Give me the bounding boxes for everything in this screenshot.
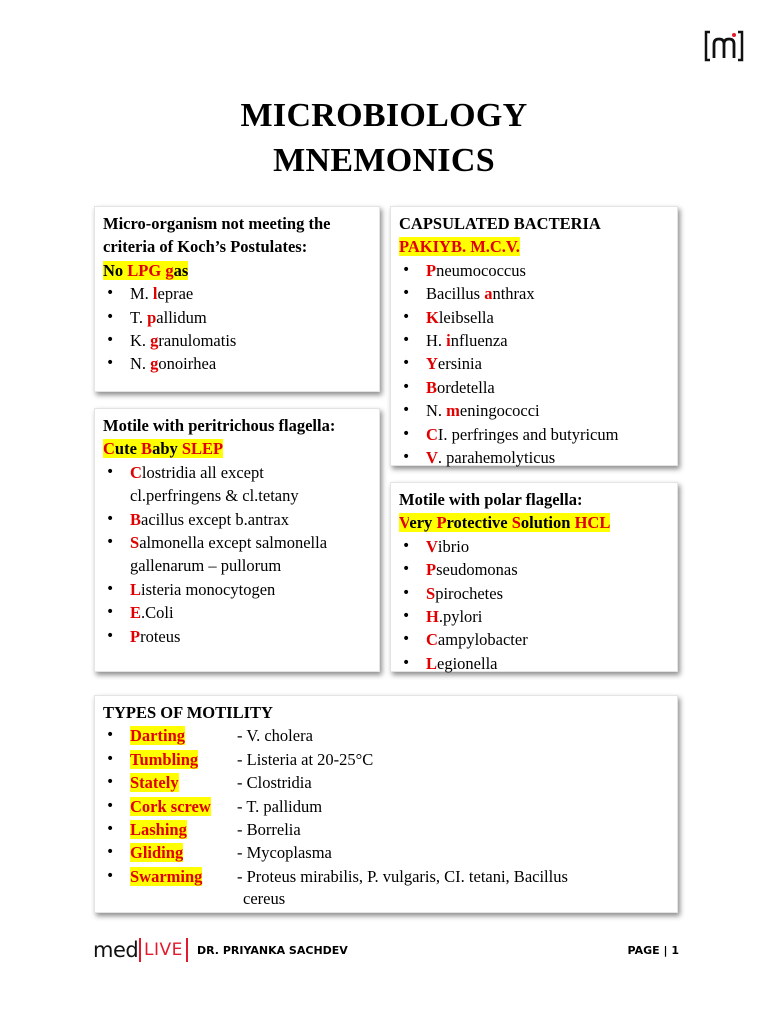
text-fragment: LPG xyxy=(127,260,162,280)
text-fragment: Stately xyxy=(130,773,179,793)
author-name: DR. PRIYANKA SACHDEV xyxy=(197,944,348,957)
peritrichous-flagella-card xyxy=(94,408,380,672)
text-fragment: L xyxy=(426,653,438,673)
medlive-m-logo-icon xyxy=(704,28,744,64)
list-item xyxy=(399,376,669,399)
text-fragment: ibrio xyxy=(437,536,470,556)
peritrichous-list xyxy=(103,461,371,648)
list-item xyxy=(399,282,669,305)
text-fragment: nfluenza xyxy=(450,331,508,351)
capsulated-bacteria-card xyxy=(390,206,678,466)
text-fragment: B xyxy=(426,377,438,397)
text-fragment: .Coli xyxy=(141,603,174,623)
list-item xyxy=(399,446,669,469)
text-fragment: Lashing xyxy=(130,820,187,840)
text-fragment: P xyxy=(426,560,437,580)
text-fragment: E xyxy=(130,603,142,623)
text-fragment: Swarming xyxy=(130,866,203,886)
list-item xyxy=(399,652,669,675)
text-fragment: C xyxy=(103,439,115,459)
text-fragment: V xyxy=(426,448,438,468)
list-item xyxy=(399,329,669,352)
text-fragment: Bacillus xyxy=(426,284,485,304)
text-fragment: i xyxy=(446,331,451,351)
text-fragment: ute xyxy=(114,439,142,459)
text-fragment: onoirhea xyxy=(158,354,217,374)
text-fragment: l xyxy=(152,284,158,304)
text-fragment: No xyxy=(103,260,128,280)
capsulated-list xyxy=(399,259,669,470)
list-item xyxy=(103,795,669,818)
text-fragment: B xyxy=(141,439,153,459)
text-fragment: H xyxy=(426,607,439,627)
motility-description: - Borrelia xyxy=(237,820,301,840)
text-fragment: almonella except salmonella xyxy=(139,533,328,553)
text-fragment: seudomonas xyxy=(436,560,518,580)
text-fragment: a xyxy=(484,284,493,304)
text-fragment: isteria monocytogen xyxy=(141,579,276,599)
list-item xyxy=(103,531,371,578)
card-heading: Micro-organism not meeting the criteria of Koch’s Postulates: xyxy=(103,214,331,257)
list-item xyxy=(399,558,669,581)
koch-postulates-card xyxy=(94,206,380,392)
text-fragment: Cork screw xyxy=(130,796,211,816)
text-fragment: eningococci xyxy=(459,401,540,421)
motility-term xyxy=(130,724,237,747)
list-item xyxy=(399,535,669,558)
page-title: MICROBIOLOGY MNEMONICS xyxy=(240,97,528,179)
text-fragment: Tumbling xyxy=(130,749,199,769)
text-fragment: ranulomatis xyxy=(158,331,237,351)
text-fragment: B xyxy=(130,509,142,529)
text-fragment: pirochetes xyxy=(435,583,503,603)
types-of-motility-card xyxy=(94,695,678,913)
text-fragment: K xyxy=(426,307,439,327)
text-fragment: aby xyxy=(152,439,182,459)
motility-description: - Listeria at 20-25°C xyxy=(237,749,374,769)
motility-description: - Clostridia xyxy=(237,773,312,793)
motility-description: - V. cholera xyxy=(237,726,313,746)
text-fragment: as xyxy=(173,260,189,280)
text-fragment: .pylori xyxy=(438,607,483,627)
list-item xyxy=(103,508,371,531)
text-fragment: neumococcus xyxy=(436,260,526,280)
list-item xyxy=(103,461,371,508)
list-item xyxy=(103,601,371,624)
text-fragment: ampylobacter xyxy=(437,630,528,650)
mnemonic xyxy=(103,259,371,282)
motility-description: - Proteus mirabilis, P. vulgaris, CI. tetani, Bacillus xyxy=(237,866,568,886)
text-fragment: g xyxy=(150,354,159,374)
list-item xyxy=(103,818,669,841)
list-item-continuation: cereus xyxy=(243,889,286,909)
text-fragment: P xyxy=(436,513,447,533)
text-fragment: ordetella xyxy=(437,377,495,397)
list-item xyxy=(103,841,669,864)
list-item xyxy=(103,771,669,794)
card-heading: Motile with polar flagella: xyxy=(399,490,583,509)
text-fragment: cl.perfringens & cl.tetany xyxy=(130,486,299,506)
polar-list xyxy=(399,535,669,675)
text-fragment: C xyxy=(426,630,438,650)
polar-flagella-card xyxy=(390,482,678,672)
text-fragment: rotective xyxy=(446,513,512,533)
list-item xyxy=(103,724,669,747)
card-heading: Motile with peritrichous flagella: xyxy=(103,416,336,435)
text-fragment: g xyxy=(150,331,159,351)
motility-description: - Mycoplasma xyxy=(237,843,332,863)
list-item xyxy=(103,329,371,352)
text-fragment: . parahemolyticus xyxy=(437,448,556,468)
text-fragment: K. xyxy=(130,331,151,351)
text-fragment: LIVE xyxy=(139,938,188,962)
text-fragment: m xyxy=(446,401,460,421)
text-fragment: p xyxy=(147,307,157,327)
motility-term xyxy=(130,865,237,888)
text-fragment: P xyxy=(426,260,437,280)
text-fragment: N. xyxy=(130,354,151,374)
text-fragment: C xyxy=(130,462,142,482)
text-fragment: ersinia xyxy=(437,354,482,374)
text-fragment: SLEP xyxy=(181,439,224,459)
text-fragment: nthrax xyxy=(492,284,535,304)
list-item xyxy=(399,628,669,651)
list-item xyxy=(399,399,669,422)
text-fragment: Darting xyxy=(130,726,185,746)
text-fragment: acillus except b.antrax xyxy=(141,509,289,529)
text-fragment: allidum xyxy=(156,307,207,327)
list-item xyxy=(399,259,669,282)
motility-term xyxy=(130,841,237,864)
text-fragment: egionella xyxy=(437,653,498,673)
text-fragment: roteus xyxy=(140,626,181,646)
list-item xyxy=(103,352,371,375)
mnemonic xyxy=(103,437,371,460)
motility-list xyxy=(103,724,669,888)
text-fragment: C xyxy=(426,424,438,444)
text-fragment: eprae xyxy=(157,284,194,304)
motility-term xyxy=(130,771,237,794)
motility-term xyxy=(130,795,237,818)
motility-term xyxy=(130,748,237,771)
card-heading: TYPES OF MOTILITY xyxy=(103,703,273,722)
text-fragment: L xyxy=(130,579,142,599)
text-fragment: M. xyxy=(130,284,153,304)
list-item xyxy=(103,306,371,329)
text-fragment: leibsella xyxy=(438,307,494,327)
text-fragment: g xyxy=(165,260,174,280)
text-fragment: olution xyxy=(520,513,575,533)
page-footer xyxy=(93,938,683,966)
text-fragment: Y xyxy=(426,354,438,374)
text-fragment: S xyxy=(426,583,436,603)
card-heading: CAPSULATED BACTERIA xyxy=(399,214,601,233)
list-item xyxy=(399,423,669,446)
text-fragment: S xyxy=(511,513,521,533)
list-item xyxy=(399,605,669,628)
text-fragment: N. xyxy=(426,401,447,421)
text-fragment: PAKIYB. M.C.V. xyxy=(399,237,520,257)
list-item xyxy=(399,352,669,375)
text-fragment: med xyxy=(93,938,139,962)
text-fragment: ery xyxy=(409,513,437,533)
text-fragment: T. xyxy=(130,307,148,327)
list-item xyxy=(399,582,669,605)
text-fragment: V xyxy=(399,513,410,533)
list-item xyxy=(103,748,669,771)
text-fragment: I. perfringes and butyricum xyxy=(437,424,619,444)
list-item xyxy=(399,306,669,329)
text-fragment: V xyxy=(426,536,438,556)
text-fragment: P xyxy=(130,626,141,646)
text-fragment: HCL xyxy=(574,513,611,533)
text-fragment: H. xyxy=(426,331,447,351)
text-fragment: S xyxy=(130,533,140,553)
text-fragment: Gliding xyxy=(130,843,184,863)
list-item xyxy=(103,865,669,888)
list-item xyxy=(103,578,371,601)
motility-term xyxy=(130,818,237,841)
list-item xyxy=(103,282,371,305)
page-number: PAGE | 1 xyxy=(627,944,679,957)
motility-description: - T. pallidum xyxy=(237,796,323,816)
text-fragment: gallenarum – pullorum xyxy=(130,556,282,576)
text-fragment: lostridia all except xyxy=(141,462,264,482)
mnemonic xyxy=(399,235,669,258)
koch-list xyxy=(103,282,371,376)
list-item xyxy=(103,625,371,648)
mnemonic xyxy=(399,511,669,534)
